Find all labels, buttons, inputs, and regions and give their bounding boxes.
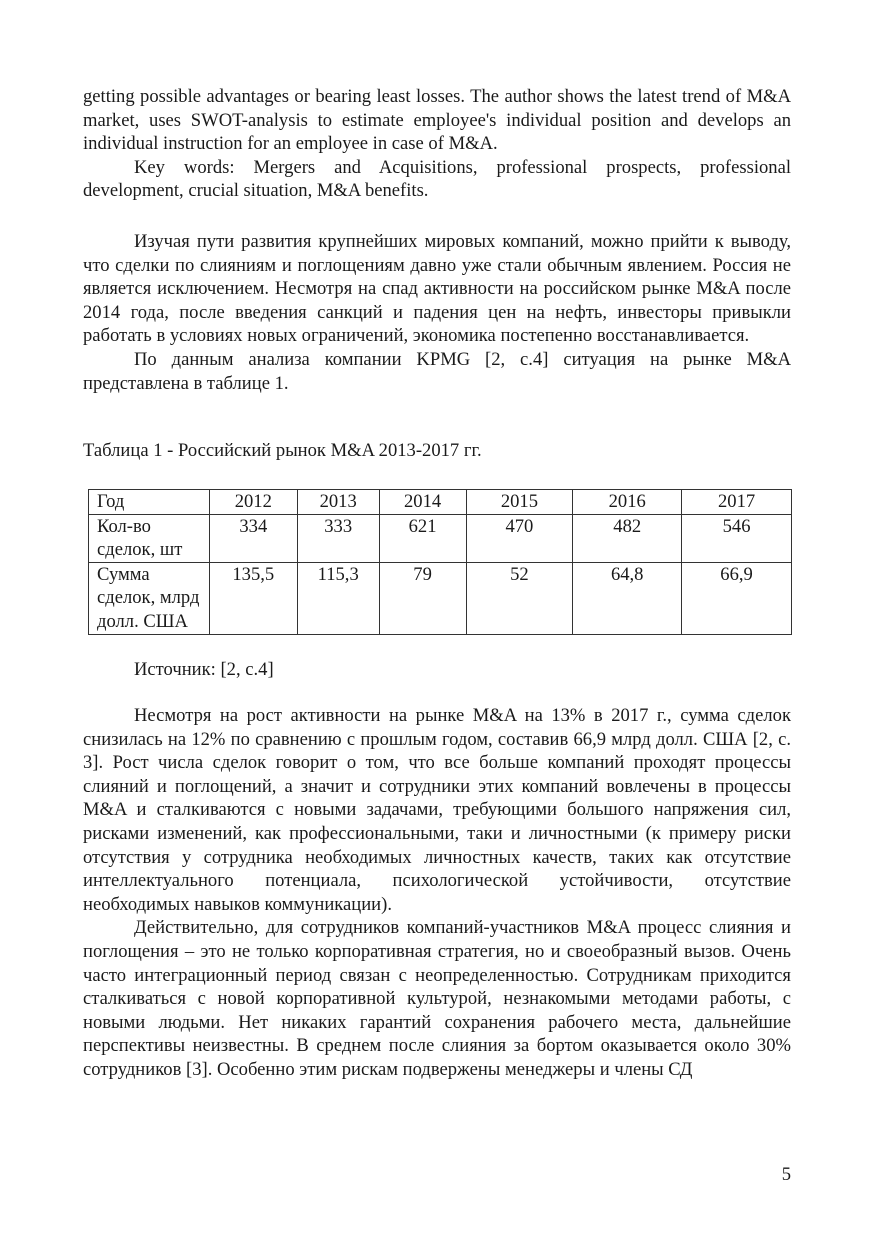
header-cell: 2015 xyxy=(466,490,573,515)
table-cell: 115,3 xyxy=(297,562,379,634)
table-row-deal-count xyxy=(89,514,792,562)
activity-paragraph: Несмотря на рост активности на рынке M&A на 13% в 2017 г., сумма сделок снизилась на 12% по сравнению с прошлым годом, составив 66,9 млрд долл. США [2, с. 3]. Рост числа сделок говорит о том, что все больше компаний проходят процессы слияний и поглощений, а значит и сотрудники этих компаний вовлечены в процессы M&A и сталкиваются с новыми задачами, требующими большого напряжения сил, рисками изменений, как профессиональными, таки и личностными (к примеру риски отсутствия у сотрудника необходимых личностных качеств, таких как отсутствие интеллектуального потенциала, психологической устойчивости, отсутствие необходимых навыков коммуникации). xyxy=(83,705,791,915)
table-cell: 334 xyxy=(209,514,297,562)
table-cell: 52 xyxy=(466,562,573,634)
row-label: Кол-во сделок, шт xyxy=(89,514,210,562)
intro-paragraph: Изучая пути развития крупнейших мировых компаний, можно прийти к выводу, что сделки по слияниям и поглощениям давно уже стали обычным явлением. Россия не является исключением. Несмотря на спад активности на российском рынке M&A после 2014 года, после введения санкций и падения цен на нефть, инвесторы привыкли работать в условиях новых ограничений, экономика постепенно восстанавливается. xyxy=(83,231,791,347)
table-cell: 333 xyxy=(297,514,379,562)
header-cell: 2013 xyxy=(297,490,379,515)
abstract-block xyxy=(83,85,791,203)
table-cell: 621 xyxy=(379,514,466,562)
body-bottom-block xyxy=(83,704,791,1082)
header-cell: 2017 xyxy=(682,490,792,515)
abstract-paragraph: getting possible advantages or bearing least losses. The author shows the latest trend of M&A market, uses SWOT-analysis to estimate employee's individual position and develops an individual instruction for an employee in case of M&A. xyxy=(83,86,791,155)
table-source: Источник: [2, с.4] xyxy=(134,659,274,680)
table-cell: 482 xyxy=(573,514,682,562)
row-label: Сумма сделок, млрд долл. США xyxy=(89,562,210,634)
header-cell: 2016 xyxy=(573,490,682,515)
page-number: 5 xyxy=(781,1164,791,1185)
kpmg-paragraph: По данным анализа компании KPMG [2, с.4] ситуация на рынке M&A представлена в таблице 1. xyxy=(83,348,791,394)
header-cell: 2012 xyxy=(209,490,297,515)
table-cell: 135,5 xyxy=(209,562,297,634)
body-top-block xyxy=(83,230,791,395)
table-cell: 546 xyxy=(682,514,792,562)
table-cell: 66,9 xyxy=(682,562,792,634)
table-cell: 64,8 xyxy=(573,562,682,634)
mna-market-table xyxy=(88,489,792,635)
table-caption: Таблица 1 - Российский рынок M&A 2013-2017 гг. xyxy=(83,440,482,461)
table-header-row xyxy=(89,490,792,515)
header-year-cell: Год xyxy=(89,490,210,515)
table-row-deal-sum xyxy=(89,562,792,634)
employees-paragraph: Действительно, для сотрудников компаний-участников M&A процесс слияния и поглощения – это не только корпоративная стратегия, но и своеобразный вызов. Очень часто интеграционный период связан с неопределенностью. Сотрудникам приходится сталкиваться с новой корпоративной культурой, незнакомыми методами работы, с новыми людьми. Нет никаких гарантий сохранения рабочего места, дальнейшие перспективы неизвестны. В среднем после слияния за бортом оказывается около 30% сотрудников [3]. Особенно этим рискам подвержены менеджеры и члены СД xyxy=(83,917,791,1080)
table-cell: 79 xyxy=(379,562,466,634)
keywords-paragraph: Key words: Mergers and Acquisitions, professional prospects, professional development, crucial situation, M&A benefits. xyxy=(83,156,791,202)
header-cell: 2014 xyxy=(379,490,466,515)
table-cell: 470 xyxy=(466,514,573,562)
